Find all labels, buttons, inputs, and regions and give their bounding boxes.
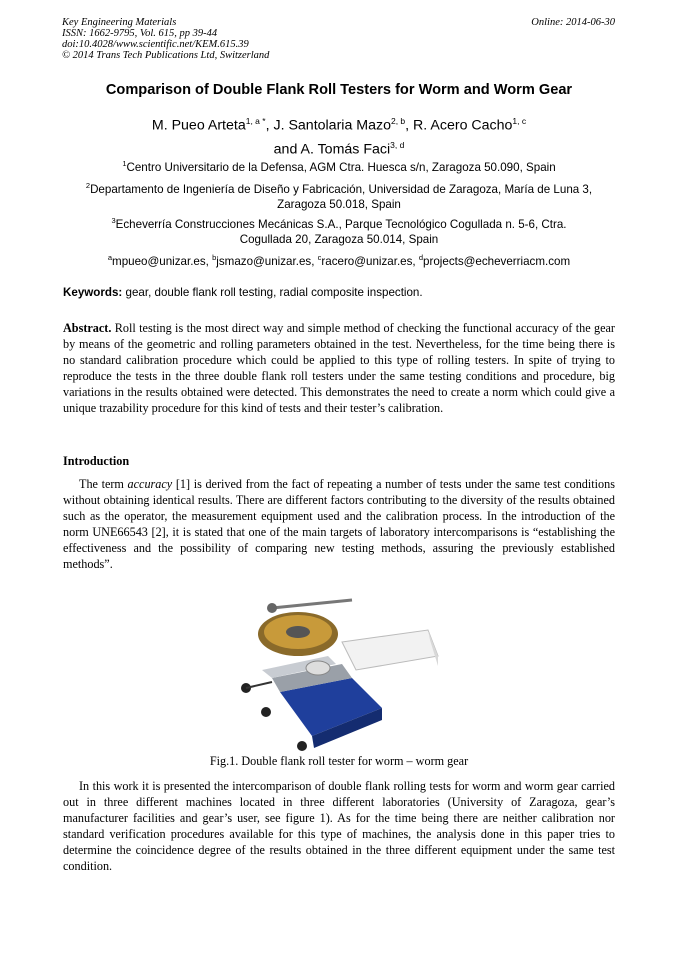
journal-issn: ISSN: 1662-9795, Vol. 615, pp 39-44 <box>62 28 218 39</box>
section-heading-introduction: Introduction <box>63 454 130 468</box>
tester-handle <box>261 707 271 717</box>
author-affil-mark: 2, b <box>390 116 406 126</box>
affil-text: Departamento de Ingeniería de Diseño y Fabricación, Universidad de Zaragoza, María de Luna 3, <box>90 182 593 196</box>
author-name: M. Pueo Arteta <box>151 117 246 134</box>
journal-doi[interactable]: doi:10.4028/www.scientific.net/KEM.615.39 <box>62 39 249 50</box>
email-link[interactable]: mpueo@unizar.es, <box>112 254 213 268</box>
keywords <box>63 286 423 299</box>
author-name: and A. Tomás Faci <box>273 141 391 158</box>
journal-header <box>62 17 269 61</box>
abstract-label: Abstract. <box>63 321 112 335</box>
online-date: Online: 2014-06-30 <box>531 17 615 28</box>
tester-chuck <box>306 661 330 675</box>
affil-mark: 2 <box>85 181 91 190</box>
author-name: , R. Acero Cacho <box>405 117 513 134</box>
abstract <box>63 320 615 416</box>
affil-text: Zaragoza 50.018, Spain <box>277 197 401 211</box>
abstract-text: Roll testing is the most direct way and simple method of checking the functional accuracy of the gear by means of the geometric and rolling parameters obtained in the test. Nevertheless, for the time being there is no standard calibration procedure which could be applied to this type of rolling testers. In spite of trying to reproduce the tests in the three double flank roll testers under the same testing conditions and procedure, big variations in the results obtained were detected. This demonstrates the need to create a norm which could give a unique trazability procedure for this kind of tests and their tester’s calibration. <box>63 321 615 415</box>
author-name: , J. Santolaria Mazo <box>265 117 391 134</box>
paper-title: Comparison of Double Flank Roll Testers for Worm and Worm Gear <box>105 82 573 98</box>
author-list <box>40 112 638 159</box>
author-line-1 <box>40 112 638 136</box>
emphasis-accuracy: accuracy <box>127 477 173 491</box>
tester-housing <box>342 630 438 670</box>
keywords-label: Keywords: <box>63 286 123 299</box>
paragraph-text: [1] is derived from the fact of repeating a number of tests under the same test conditions without obtaining identical results. There are different factors contributing to the diversity of the results obtained such as the operator, the measurement equipment used and the calibration process. In the introduction of the norm UNE66543 [2], it is stated that one of the main targets of laboratory intercomparisons is “establishing the effectiveness and the possibility of comparing new testing methods, assuring the previously established methods”. <box>63 477 615 571</box>
affil-text: Echeverría Construcciones Mecánicas S.A., Parque Tecnológico Cogullada n. 5-6, Ctra. <box>115 217 567 231</box>
intro-paragraph-2: In this work it is presented the intercomparison of double flank rolling tests for worm and worm gear carried out in three different machines located in three different laboratories (University of Zaragoza, gear’s manufacturer facilities and gear’s user, see figure 1). As for the time being there are neither calibration nor standard verification procedures available for this type of machines, the analysis done in this paper tries to determine the coincidence degree of the results obtained in the three different equipment under the same test condition. <box>63 779 615 873</box>
journal-name: Key Engineering Materials <box>62 17 177 28</box>
email-link[interactable]: jsmazo@unizar.es, <box>216 254 318 268</box>
keywords-text: gear, double flank roll testing, radial composite inspection. <box>122 286 423 299</box>
email-mark: a <box>107 253 113 262</box>
intro-paragraph-1 <box>63 476 615 572</box>
worm-gear-hub <box>286 626 310 638</box>
email-list <box>40 250 638 269</box>
email-mark: d <box>418 253 424 262</box>
figure-1-roll-tester-photo <box>232 596 446 756</box>
affiliation-3 <box>40 213 638 247</box>
figure-1-caption: Fig.1. Double flank roll tester for worm – worm gear <box>209 754 469 768</box>
author-affil-mark: 1, a * <box>245 116 266 126</box>
email-mark: b <box>212 253 217 262</box>
affil-mark: 1 <box>122 159 127 168</box>
email-mark: c <box>317 253 322 262</box>
author-affil-mark: 1, c <box>512 116 527 126</box>
tester-knob <box>267 603 277 613</box>
journal-copyright: © 2014 Trans Tech Publications Ltd, Switzerland <box>62 50 270 61</box>
paragraph-text: The term <box>79 477 128 491</box>
affil-mark: 3 <box>111 216 116 225</box>
affil-text: Centro Universitario de la Defensa, AGM Ctra. Huesca s/n, Zaragoza 50.090, Spain <box>126 160 556 174</box>
email-link[interactable]: racero@unizar.es, <box>321 254 419 268</box>
email-link[interactable]: projects@echeverriacm.com <box>423 254 571 268</box>
affil-text: Cogullada 20, Zaragoza 50.014, Spain <box>239 232 439 246</box>
author-affil-mark: 3, d <box>390 139 405 150</box>
affiliation-1 <box>40 156 638 175</box>
tester-arm <box>272 600 352 608</box>
tester-handle <box>297 741 307 751</box>
affiliation-2 <box>40 178 638 212</box>
